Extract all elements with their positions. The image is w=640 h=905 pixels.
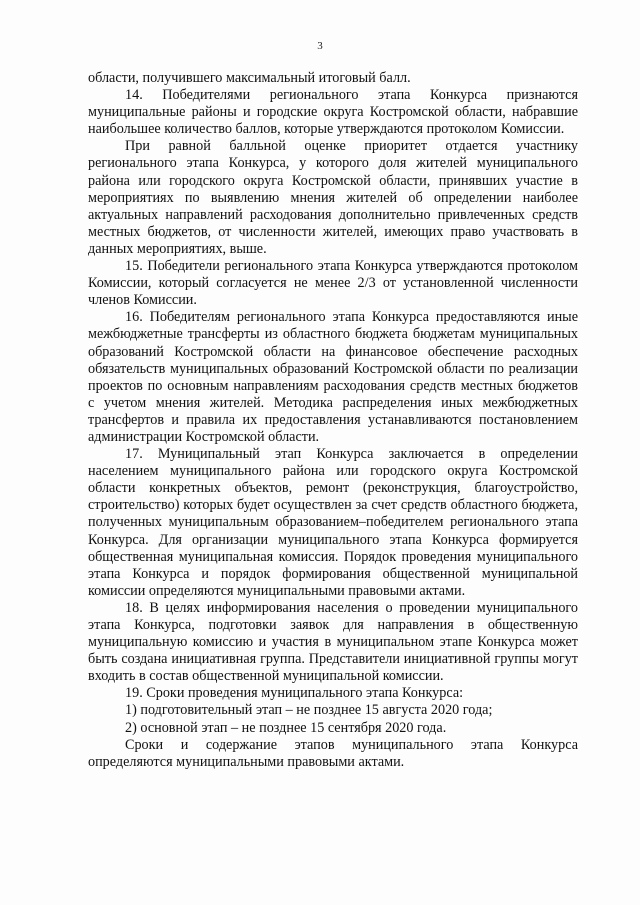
- paragraph-priority: При равной балльной оценке приоритет отдается участнику регионального этапа Конкурса, у которого доля жителей муниципального района или городского округа Костромской области, принявших участие в мероприятиях по выявлению мнения жителей об определении наиболее актуальных направлений расходования дополнительно привлеченных средств местных бюджетов, от численности жителей, имеющих право участвовать в данных мероприятиях, выше.: [88, 138, 578, 257]
- paragraph-19: 19. Сроки проведения муниципального этапа Конкурса:: [125, 685, 464, 702]
- paragraph-15: 15. Победители регионального этапа Конкурса утверждаются протоколом Комиссии, который согласуется не менее 2/3 от установленной численности членов Комиссии.: [88, 258, 578, 309]
- paragraph-18: 18. В целях информирования населения о проведении муниципального этапа Конкурса, подготовки заявок для направления в общественную муниципальную комиссию и участия в муниципальном этапе Конкурса может быть создана инициативная группа. Представители инициативной группы могут входить в состав общественной муниципальной комиссии.: [88, 599, 578, 685]
- list-item-preparatory-stage: 1) подготовительный этап – не позднее 15 августа 2020 года;: [125, 702, 493, 719]
- paragraph-14: 14. Победителями регионального этапа Конкурса признаются муниципальные районы и городские округа Костромской области, набравшие наибольшее количество баллов, которые утверждаются протоколом Комиссии.: [88, 87, 578, 138]
- document-body: [88, 70, 578, 771]
- list-item-main-stage: 2) основной этап – не позднее 15 сентября 2020 года.: [125, 719, 447, 736]
- page-number: 3: [317, 40, 323, 52]
- paragraph-16: 16. Победителям регионального этапа Конкурса предоставляются иные межбюджетные трансферты из областного бюджета бюджетам муниципальных образований Костромской области на финансовое обеспечение расходных обязательств муниципальных образований Костромской области по реализации проектов по основным направлениям расходования средств местных бюджетов с учетом мнения жителей. Методика распределения иных межбюджетных трансфертов и правила их предоставления устанавливаются постановлением администрации Костромской области.: [88, 309, 578, 445]
- paragraph-terms: Сроки и содержание этапов муниципального этапа Конкурса определяются муниципальными правовыми актами.: [88, 736, 578, 770]
- paragraph-continuation: области, получившего максимальный итоговый балл.: [88, 70, 411, 86]
- paragraph-17: 17. Муниципальный этап Конкурса заключается в определении населением муниципального района или городского округа Костромской области конкретных объектов, ремонт (реконструкция, благоустройство, строительство) которых будет осуществлен за счет средств областного бюджета, полученных муниципальным образованием–победителем регионального этапа Конкурса. Для организации муниципального этапа Конкурса формируется общественная муниципальная комиссия. Порядок проведения муниципального этапа Конкурса и порядок формирования общественной муниципальной комиссии определяются муниципальными правовыми актами.: [88, 446, 578, 599]
